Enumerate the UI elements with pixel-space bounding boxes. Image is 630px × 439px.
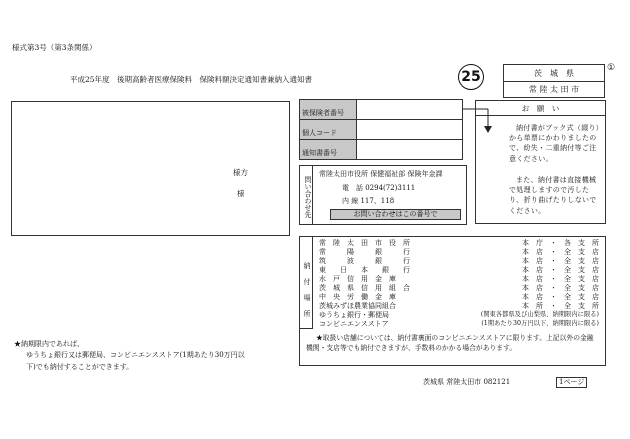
payment-row [319, 321, 599, 330]
payment-branches: 本 店 ・ 全 支 店 [522, 266, 599, 274]
payment-branches: 本 店 ・ 全 支 店 [522, 248, 599, 256]
circle-number: 25 [461, 69, 481, 85]
footer-note-line-1: ★納期限内であれば、 [14, 340, 84, 348]
payment-note: ★取扱い店舗については、納付書裏面のコンビニエンスストアに限ります。上記以外の金融機関・支店等でも納付できますが、手数料のかかる場合があります。 [306, 334, 594, 352]
city-label: 常 陸 太 田 市 [528, 85, 580, 94]
payment-side-label: 納付場所 [300, 237, 313, 329]
id-field-value [357, 140, 463, 160]
contact-side-label: 問い合わせ先 [300, 166, 313, 224]
id-field-label: 個人コード [300, 120, 357, 140]
id-field-row [300, 140, 463, 160]
sama-label: 様 [237, 189, 245, 198]
notice-paragraph-1: 納付書がブック式（綴り）から単票にかわりましたので、紛失・二重納付等ご注意ください。 [509, 124, 600, 163]
contact-extension: 内 線 117、118 [342, 197, 395, 205]
id-field-value [357, 100, 463, 120]
payment-branches: 本 店 ・ 全 支 店 [522, 257, 599, 265]
payment-name: 常 陸 太 田 市 役 所 [319, 239, 410, 247]
payment-branches: 本 店 ・ 全 支 店 [522, 275, 599, 283]
sama-kata-label: 様方 [233, 168, 248, 177]
contact-box [299, 165, 467, 225]
contact-phone: 電 話 0294(72)3111 [342, 184, 416, 192]
payment-name: 常 陽 銀 行 [319, 248, 410, 256]
id-field-row [300, 120, 463, 140]
payment-places-box [299, 236, 606, 366]
circle-mark: ① [607, 63, 616, 73]
footer-issuer: 茨城県 常陸太田市 082121 [423, 378, 511, 386]
contact-office: 常陸太田市役所 保健福祉部 保険年金課 [319, 170, 443, 178]
footer-note-line-2: ゆうちょ銀行又は郵便局、コンビニエンスストア(1期あたり30万円以 [26, 351, 245, 359]
notice-box [475, 100, 606, 224]
payment-name: 中 央 労 働 金 庫 [319, 293, 396, 301]
footer-note-line-3: 下)でも納付することができます。 [26, 363, 134, 371]
address-box [11, 101, 290, 236]
contact-inquiry-button[interactable]: お問い合わせはこの番号で [330, 209, 461, 220]
payment-name: コンビニエンスストア [319, 320, 389, 328]
document-title: 平成25年度 後期高齢者医療保険料 保険料額決定通知書兼納入通知書 [70, 75, 313, 84]
notice-title: お 願 い [521, 104, 560, 113]
page-indicator: 1ページ [556, 377, 587, 388]
payment-name: 茨 城 県 信 用 組 合 [319, 284, 410, 292]
payment-name: ゆうちょ銀行・郵便局 [319, 311, 389, 319]
payment-name: 筑 波 銀 行 [319, 257, 410, 265]
prefecture-label: 茨 城 県 [534, 69, 574, 78]
payment-name: 水 戸 信 用 金 庫 [319, 275, 396, 283]
payment-name: 茨城みずほ農業協同組合 [319, 302, 396, 310]
id-field-label: 被保険者番号 [300, 100, 357, 120]
form-number: 様式第3号（第3条関係） [12, 43, 97, 52]
circle-number-badge [458, 64, 484, 90]
id-fields-table [299, 99, 463, 160]
payment-branches: 本 店 ・ 全 支 店 [522, 293, 599, 301]
payment-name: 東 日 本 銀 行 [319, 266, 410, 274]
payment-branches: (関東各都県及び山梨県、納期限内に限る) [480, 311, 599, 318]
id-field-row [300, 100, 463, 120]
payment-branches: 本 店 ・ 全 支 店 [522, 284, 599, 292]
payment-branches: 本 所 ・ 全 支 所 [522, 302, 599, 310]
id-field-value [357, 120, 463, 140]
notice-paragraph-2: また、納付書は直接機械で処理しますので汚したり、折り曲げたりしないでください。 [509, 176, 597, 215]
id-field-label: 通知書番号 [300, 140, 357, 160]
payment-list [319, 240, 599, 330]
payment-branches: 本 庁 ・ 各 支 所 [522, 239, 599, 247]
issuer-header-box [503, 64, 605, 98]
payment-branches: (1期あたり30万円以下、納期限内に限る) [481, 320, 599, 327]
